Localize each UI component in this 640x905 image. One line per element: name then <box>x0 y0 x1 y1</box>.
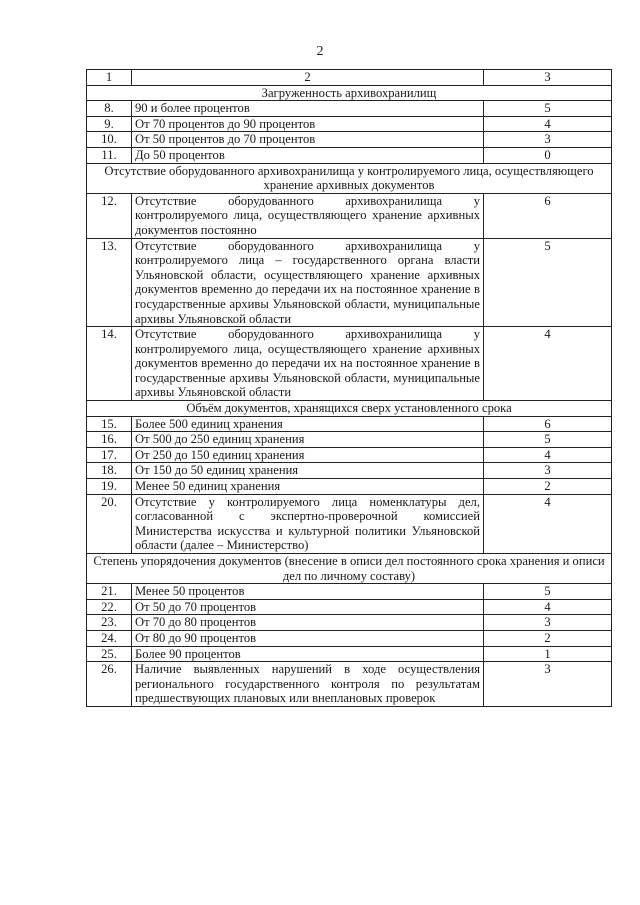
table-row <box>87 132 612 148</box>
table-row <box>87 238 612 327</box>
row-criterion: Наличие выявленных нарушений в ходе осуществления регионального государственного контроля по результатам предшествующих плановых или внеплановых проверок <box>132 662 484 707</box>
row-number: 11. <box>87 147 132 163</box>
row-score: 2 <box>484 630 612 646</box>
row-score: 4 <box>484 494 612 553</box>
row-criterion: От 50 до 70 процентов <box>132 599 484 615</box>
row-number: 13. <box>87 238 132 327</box>
row-score: 4 <box>484 599 612 615</box>
row-number: 19. <box>87 479 132 495</box>
table-row <box>87 432 612 448</box>
row-score: 3 <box>484 463 612 479</box>
criteria-table <box>86 69 612 707</box>
header-col-1: 1 <box>87 70 132 86</box>
table-row <box>87 447 612 463</box>
row-score: 4 <box>484 116 612 132</box>
row-criterion: От 80 до 90 процентов <box>132 630 484 646</box>
table-row <box>87 147 612 163</box>
row-criterion: Отсутствие у контролируемого лица номенклатуры дел, согласованной с экспертно-проверочной комиссией Министерства искусства и культурной политики Ульяновской области (далее – Министерство) <box>132 494 484 553</box>
row-score: 2 <box>484 479 612 495</box>
row-criterion: Отсутствие оборудованного архивохранилища у контролируемого лица, осуществляющего хранение архивных документов постоянно <box>132 193 484 238</box>
row-criterion: Более 500 единиц хранения <box>132 416 484 432</box>
table-header-row <box>87 70 612 86</box>
page-number: 2 <box>316 44 324 59</box>
section-header <box>87 554 612 584</box>
table-row <box>87 193 612 238</box>
row-number: 17. <box>87 447 132 463</box>
row-score: 6 <box>484 193 612 238</box>
row-criterion: Менее 50 процентов <box>132 584 484 600</box>
row-criterion: Отсутствие оборудованного архивохранилища у контролируемого лица – государственного органа власти Ульяновской области, осуществляющего хранение архивных документов временно до передачи их на постоянное хранение в государственные архивы Ульяновской области, муниципальные архивы Ульяновской области <box>132 238 484 327</box>
row-score: 6 <box>484 416 612 432</box>
row-score: 3 <box>484 132 612 148</box>
section-header <box>87 85 612 101</box>
row-number: 16. <box>87 432 132 448</box>
row-score: 5 <box>484 584 612 600</box>
table-row <box>87 599 612 615</box>
row-criterion: Отсутствие оборудованного архивохранилища у контролируемого лица, осуществляющего хранение архивных документов временно до передачи их на постоянное хранение в государственные архивы Ульяновской области, муниципальные архивы Ульяновской области <box>132 327 484 401</box>
table-row <box>87 479 612 495</box>
row-score: 5 <box>484 101 612 117</box>
row-criterion: До 50 процентов <box>132 147 484 163</box>
row-score: 3 <box>484 615 612 631</box>
section-title: Отсутствие оборудованного архивохранилища у контролируемого лица, осуществляющего хранение архивных документов <box>87 163 612 193</box>
table-row <box>87 416 612 432</box>
row-number: 12. <box>87 193 132 238</box>
row-criterion: От 70 до 80 процентов <box>132 615 484 631</box>
row-criterion: Менее 50 единиц хранения <box>132 479 484 495</box>
row-score: 4 <box>484 447 612 463</box>
row-number: 14. <box>87 327 132 401</box>
section-header <box>87 401 612 417</box>
row-number: 9. <box>87 116 132 132</box>
row-number: 23. <box>87 615 132 631</box>
row-criterion: 90 и более процентов <box>132 101 484 117</box>
row-score: 0 <box>484 147 612 163</box>
row-criterion: От 500 до 250 единиц хранения <box>132 432 484 448</box>
row-score: 4 <box>484 327 612 401</box>
row-number: 8. <box>87 101 132 117</box>
row-number: 20. <box>87 494 132 553</box>
table-row <box>87 101 612 117</box>
section-title: Объём документов, хранящихся сверх установленного срока <box>87 401 612 417</box>
row-number: 24. <box>87 630 132 646</box>
row-score: 1 <box>484 646 612 662</box>
row-criterion: Более 90 процентов <box>132 646 484 662</box>
header-col-3: 3 <box>484 70 612 86</box>
row-criterion: От 250 до 150 единиц хранения <box>132 447 484 463</box>
row-number: 18. <box>87 463 132 479</box>
section-header <box>87 163 612 193</box>
row-score: 5 <box>484 432 612 448</box>
row-number: 25. <box>87 646 132 662</box>
row-number: 26. <box>87 662 132 707</box>
row-number: 10. <box>87 132 132 148</box>
row-number: 21. <box>87 584 132 600</box>
row-criterion: От 150 до 50 единиц хранения <box>132 463 484 479</box>
row-number: 15. <box>87 416 132 432</box>
table-row <box>87 584 612 600</box>
table-row <box>87 327 612 401</box>
section-title: Загруженность архивохранилищ <box>87 85 612 101</box>
header-col-2: 2 <box>132 70 484 86</box>
section-title: Степень упорядочения документов (внесение в описи дел постоянного срока хранения и описи дел по личному составу) <box>87 554 612 584</box>
row-criterion: От 50 процентов до 70 процентов <box>132 132 484 148</box>
table-row <box>87 662 612 707</box>
row-score: 5 <box>484 238 612 327</box>
table-row <box>87 494 612 553</box>
table-row <box>87 615 612 631</box>
table-row <box>87 463 612 479</box>
row-number: 22. <box>87 599 132 615</box>
table-row <box>87 630 612 646</box>
table-row <box>87 116 612 132</box>
row-score: 3 <box>484 662 612 707</box>
row-criterion: От 70 процентов до 90 процентов <box>132 116 484 132</box>
table-row <box>87 646 612 662</box>
